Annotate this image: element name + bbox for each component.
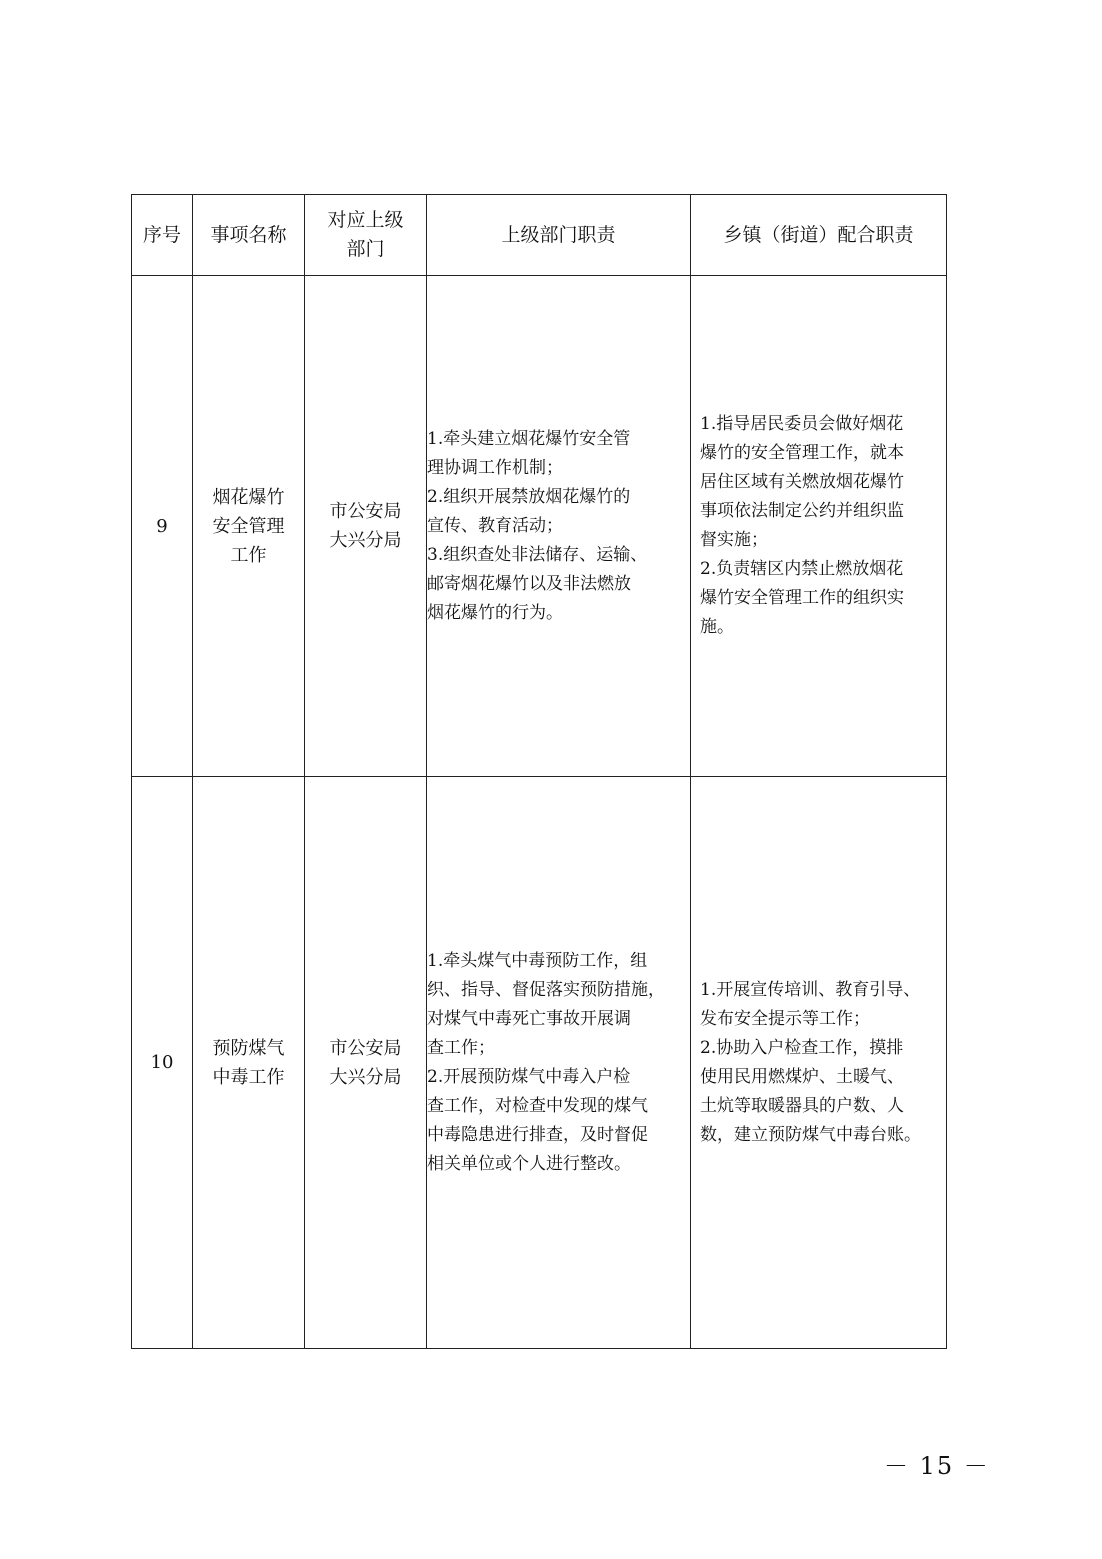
duty-line: 对煤气中毒死亡事故开展调 (427, 1008, 631, 1029)
dept-line: 市公安局 (329, 1037, 402, 1059)
duty-table (131, 194, 947, 1349)
dept-line: 市公安局 (329, 501, 402, 522)
row-dept (305, 276, 427, 777)
duty-line: 1.牵头建立烟花爆竹安全管 (427, 428, 631, 449)
row-seq: 9 (132, 276, 193, 777)
row-item-name (193, 777, 305, 1349)
header-item-name: 事项名称 (193, 195, 305, 276)
duty-line: 相关单位或个人进行整改。 (427, 1153, 631, 1174)
duty-line: 2.负责辖区内禁止燃放烟花 (700, 559, 904, 579)
header-upper-duty: 上级部门职责 (427, 195, 691, 276)
duty-line: 邮寄烟花爆竹以及非法燃放 (427, 573, 631, 594)
duty-line: 爆竹的安全管理工作，就本 (700, 443, 904, 463)
header-dept-line: 对应上级 (327, 209, 404, 231)
duty-line: 数，建立预防煤气中毒台账。 (700, 1124, 921, 1145)
duty-line: 使用民用燃煤炉、土暖气、 (700, 1066, 904, 1087)
header-seq: 序号 (132, 195, 193, 276)
dept-line: 大兴分局 (329, 530, 402, 551)
name-line: 安全管理 (212, 515, 285, 537)
name-line: 烟花爆竹 (212, 486, 285, 508)
duty-line: 2.组织开展禁放烟花爆竹的 (427, 486, 631, 507)
table-row (132, 777, 947, 1349)
row-upper-duty (427, 777, 691, 1349)
duty-line: 发布安全提示等工作； (700, 1008, 870, 1029)
duty-line: 查工作，对检查中发现的煤气 (427, 1095, 648, 1116)
duty-line: 烟花爆竹的行为。 (427, 602, 563, 623)
dept-line: 大兴分局 (329, 1066, 402, 1088)
duty-line: 2.协助入户检查工作，摸排 (700, 1037, 904, 1058)
name-line: 工作 (230, 544, 267, 566)
duty-line: 2.开展预防煤气中毒入户检 (427, 1066, 631, 1087)
header-row (132, 195, 947, 276)
duty-line: 1.开展宣传培训、教育引导、 (700, 979, 921, 1000)
duty-line: 宣传、教育活动； (427, 515, 563, 536)
row-dept (305, 777, 427, 1349)
page-number: － 15 － (884, 1452, 990, 1480)
name-line: 预防煤气 (212, 1037, 285, 1059)
duty-line: 3.组织查处非法储存、运输、 (427, 544, 648, 565)
header-dept (305, 195, 427, 276)
duty-line: 织、指导、督促落实预防措施， (427, 979, 665, 1000)
header-dept-line: 部门 (346, 238, 385, 260)
duty-line: 理协调工作机制； (427, 457, 563, 478)
duty-line: 查工作； (427, 1037, 495, 1058)
row-town-duty (691, 777, 947, 1349)
row-upper-duty (427, 276, 691, 777)
name-line: 中毒工作 (212, 1066, 285, 1088)
duty-line: 1.指导居民委员会做好烟花 (700, 414, 904, 434)
row-town-duty (691, 276, 947, 777)
header-town-duty: 乡镇（街道）配合职责 (691, 195, 947, 276)
duty-line: 居住区域有关燃放烟花爆竹 (700, 472, 904, 492)
row-seq: 10 (132, 777, 193, 1349)
duty-line: 1.牵头煤气中毒预防工作，组 (427, 950, 648, 971)
duty-line: 施。 (700, 617, 734, 637)
duty-line: 土炕等取暖器具的户数、人 (700, 1095, 904, 1116)
duty-line: 爆竹安全管理工作的组织实 (700, 588, 904, 608)
duty-line: 中毒隐患进行排查，及时督促 (427, 1124, 648, 1145)
table-row (132, 276, 947, 777)
row-item-name (193, 276, 305, 777)
duty-line: 事项依法制定公约并组织监 (700, 501, 904, 521)
duty-line: 督实施； (700, 530, 768, 550)
